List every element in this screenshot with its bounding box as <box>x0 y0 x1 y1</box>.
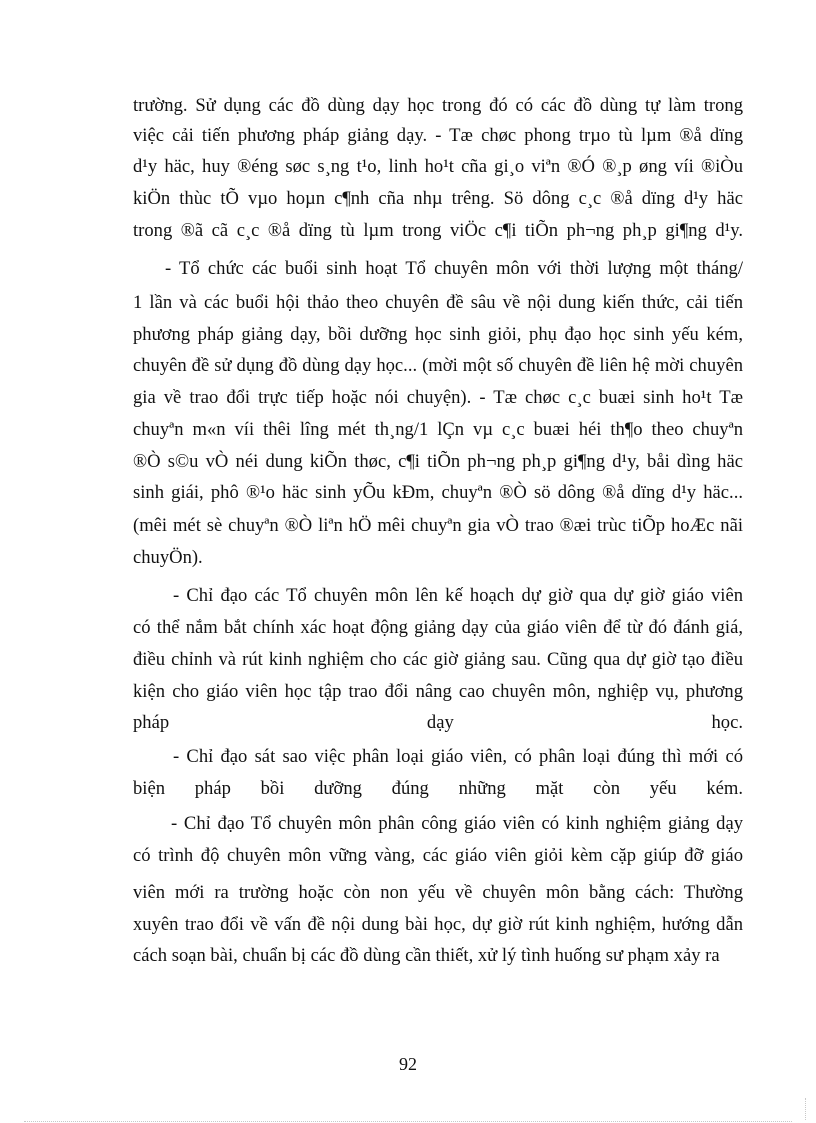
text-line: trường. Sử dụng các đồ dùng dạy học trong đó có các đồ dùng tự làm trong <box>133 95 743 116</box>
text-line: gia về trao đổi trực tiếp hoặc nói chuyện). - Tæ chøc c¸c buæi sinh ho¹t Tæ <box>133 387 743 408</box>
text-line: viên mới ra trường hoặc còn non yếu về chuyên môn bằng cách: Thường <box>133 882 743 903</box>
text-line: - Chỉ đạo các Tổ chuyên môn lên kế hoạch dự giờ qua dự giờ giáo viên <box>173 585 743 606</box>
text-line: biện pháp bồi dưỡng đúng những mặt còn yếu kém. <box>133 778 743 799</box>
text-line: chuyên đề sử dụng đồ dùng dạy học... (mời một số chuyên đề liên hệ mời chuyên <box>133 355 743 376</box>
text-line: - Chỉ đạo sát sao việc phân loại giáo viên, có phân loại đúng thì mới có <box>173 746 743 767</box>
text-line: - Tổ chức các buổi sinh hoạt Tổ chuyên môn với thời lượng một tháng/ <box>165 258 743 279</box>
text-line: - Chỉ đạo Tổ chuyên môn phân công giáo viên có kinh nghiệm giảng dạy <box>171 813 743 834</box>
page-right-border <box>805 1098 806 1120</box>
text-line: (mêi mét sè chuyªn ®Ò liªn hÖ mêi chuyªn gia vÒ trao ®æi trùc tiÕp hoÆc nãi <box>133 515 743 536</box>
text-line: pháp dạy học. <box>133 712 743 733</box>
text-line: trong ®ã cã c¸c ®å dïng tù lµm trong viÖc c¶i tiÕn ph¬ng ph¸p gi¶ng d¹y. <box>133 220 743 241</box>
text-line: phương pháp giảng dạy, bồi dưỡng học sinh giỏi, phụ đạo học sinh yếu kém, <box>133 324 743 345</box>
text-line: chuyÖn). <box>133 547 203 568</box>
text-line: kiÖn thùc tÕ vµo hoµn c¶nh cña nhµ trêng. Sö dông c¸c ®å dïng d¹y häc <box>133 188 743 209</box>
text-line: 1 lần và các buổi hội thảo theo chuyên đề sâu về nội dung kiến thức, cải tiến <box>133 292 743 313</box>
page-number: 92 <box>399 1054 417 1074</box>
text-line: sinh giái, phô ®¹o häc sinh yÕu kÐm, chuyªn ®Ò sö dông ®å dïng d¹y häc... <box>133 482 743 503</box>
page-bottom-border <box>24 1121 792 1122</box>
text-line: chuyªn m«n víi thêi lîng mét th¸ng/1 lÇn vµ c¸c buæi héi th¶o theo chuyªn <box>133 419 743 440</box>
text-line: điều chỉnh và rút kinh nghiệm cho các giờ giảng sau. Cũng qua dự giờ tạo điều <box>133 649 743 670</box>
text-line: việc cải tiến phương pháp giảng dạy. - Tæ chøc phong trµo tù lµm ®å dïng <box>133 125 743 146</box>
text-line: ®Ò s©u vÒ néi dung kiÕn thøc, c¶i tiÕn ph¬ng ph¸p gi¶ng d¹y, båi dìng häc <box>133 451 743 472</box>
text-line: cách soạn bài, chuẩn bị các đồ dùng cần thiết, xử lý tình huống sư phạm xảy ra <box>133 945 720 966</box>
text-line: xuyên trao đổi về vấn đề nội dung bài học, dự giờ rút kinh nghiệm, hướng dẫn <box>133 914 743 935</box>
text-line: có trình độ chuyên môn vững vàng, các giáo viên giỏi kèm cặp giúp đỡ giáo <box>133 845 743 866</box>
text-line: d¹y häc, huy ®éng søc s¸ng t¹o, linh ho¹t cña gi¸o viªn ®Ó ®¸p øng víi ®iÒu <box>133 156 743 177</box>
text-line: kiện cho giáo viên học tập trao đổi nâng cao chuyên môn, nghiệp vụ, phương <box>133 681 743 702</box>
text-line: có thể nắm bắt chính xác hoạt động giảng dạy của giáo viên để từ đó đánh giá, <box>133 617 743 638</box>
